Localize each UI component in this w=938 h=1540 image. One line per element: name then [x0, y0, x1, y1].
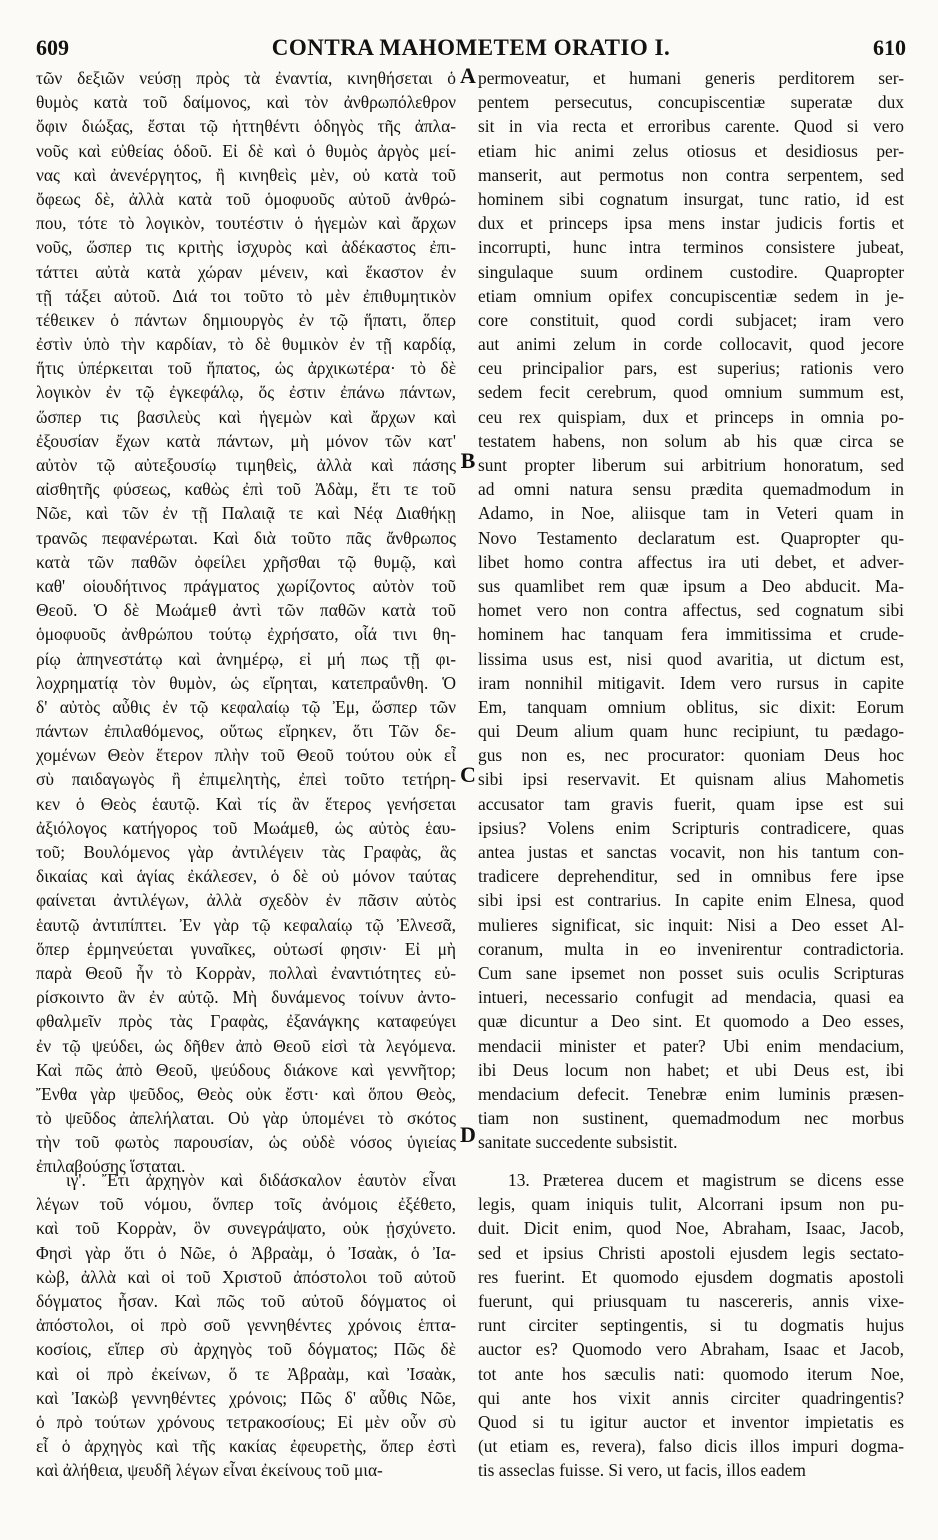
greek-text-line: ἑαυτῷ ἀντιπίπτει. Ἐν γὰρ τῷ κεφαλαίῳ τῷ Ἐλνεσᾶ, [36, 914, 456, 935]
greek-section-text-line: κοσίοις, εἴπερ σὺ ἀρχηγὸς τοῦ δόγματος; Πῶς δὲ [36, 1339, 456, 1360]
latin-section-text-line: duit. Dicit enim, quod Noe, Abraham, Isaac, Jacob, [478, 1218, 904, 1239]
greek-text-line: παρὰ Θεοῦ ἦν τὸ Κορρὰν, πολλαὶ ἐναντιότητες εὐ- [36, 962, 456, 983]
greek-text-line: ἐν τῷ ψεύδει, ὡς δῆθεν ἀπὸ Θεοῦ εἰσὶ τὰ λεγόμενα. [36, 1035, 456, 1056]
greek-text-line: Ἔνθα γὰρ ψεῦδος, Θεὸς οὐκ ἔστι· καὶ ὅπου Θεὸς, [36, 1083, 456, 1104]
greek-text-line: λογικὸν ἐν τῷ ἐγκεφάλῳ, ὅς ἐστιν ἐπάνω πάντων, [36, 382, 456, 403]
latin-text-line: aut animi zelum in corde collocavit, quod jecore [478, 334, 904, 355]
right-page-number: 610 [872, 35, 906, 60]
greek-text-line: καθ' οἱουδήτινος πράγματος χωρίζοντος αὐτὸν τοῦ [36, 575, 456, 596]
latin-text-line: Novo Testamento declaratum est. Quapropter qu- [478, 527, 904, 548]
greek-text-line: νας καὶ ἀνενέργητος, ἢ κινηθεὶς μὲν, οὐ κατὰ τοῦ [36, 164, 456, 185]
greek-text-line: τὸ ψεῦδος ἀπελήλαται. Οὐ γὰρ ὑπομένει τὸ σκότος [36, 1108, 456, 1129]
latin-column [478, 66, 904, 1154]
latin-section-text-line: fuerunt, qui priusquam tu nascereris, annis vixe- [478, 1290, 904, 1311]
latin-text-line: pentem persecutus, concupiscentiæ superatæ dux [478, 92, 904, 113]
greek-text-line: σὺ παιδαγωγὸς ἢ ἐπιμελητὴς, ἐπεὶ τοῦτο τετήρη- [36, 769, 456, 790]
latin-text-line: antea justas et sanctas vocavit, non his tantum con- [478, 842, 904, 862]
latin-section-text-line: qui ante hos vixit annis circiter quadringentis? [478, 1387, 904, 1408]
latin-text-line: mendacii minister et pater? Ubi enim mendacium, [478, 1035, 904, 1056]
latin-text-line: Adamo, in Noe, aliisque tam in Veteri quam in [478, 503, 904, 524]
latin-text-line: sanitate succedente subsistit. [478, 1132, 678, 1153]
latin-text-line: Cum sane ipsemet non posset suis oculis Scripturas [478, 962, 904, 983]
greek-text-line: τῶν δεξιῶν νεύσῃ πρὸς τὰ ἐναντία, κινηθήσεται ὁ [36, 68, 456, 88]
greek-text-line: φθαλμεῖν πρὸς τὰς Γραφὰς, ἐξανάγκης καταφεύγει [36, 1011, 456, 1032]
margin-letter-a: A [460, 63, 476, 88]
greek-text-line: Καὶ πῶς ἀπὸ Θεοῦ, ψεύδους διάκονε καὶ γεννῆτορ; [36, 1059, 456, 1080]
greek-text-line: τῇ τάξει αὐτοῦ. Διά τοι τοῦτο τὸ μὲν ἐπιθυμητικὸν [36, 285, 456, 306]
greek-text-line: ἐξουσίαν ἔχων κατὰ πάντων, μὴ μόνον τῶν κατ' [36, 430, 456, 451]
greek-text-line: ὅπερ ἑρμηνεύεται γυναῖκες, οὑτωσί φησιν· Εἰ μὴ [36, 938, 456, 959]
greek-text-line: χομένων Θεὸν ἕτερον πλὴν τοῦ Θεοῦ τούτου οὐκ εἶ [36, 745, 456, 766]
latin-text-line: ceu principalior pars, est superius; rationis vero [478, 358, 904, 379]
latin-text-line: hominem sibi cognatum insurgat, tunc ratio, id est [478, 188, 904, 209]
latin-text-line: tiam non sustinent, quemadmodum nec morbus [478, 1108, 904, 1129]
greek-text-line: θυμὸς κατὰ τοῦ δαίμονος, καὶ τὸν ἀνθρωπόλεθρον [36, 92, 456, 113]
latin-text-line: sedem fecit cerebrum, quod omnium summum est, [478, 382, 904, 403]
greek-text-line: δικαίας καὶ ἁγίας ἐκάλεσεν, ὁ δὲ οὐ μόνον ταύτας [36, 866, 456, 887]
latin-text-line: ad omni natura sensu prædita quemadmodum in [478, 479, 904, 500]
latin-section-text-line: res fuerint. Et quomodo ejusdem dogmatis apostoli [478, 1266, 904, 1287]
latin-text-line: sit in via recta et erroribus carente. Quod si vero [478, 116, 904, 137]
greek-section-text-line: ιγ'. Ἔτι ἀρχηγὸν καὶ διδάσκαλον ἑαυτὸν εἶναι [66, 1170, 456, 1190]
latin-text-line: sibi ipsi est contrarius. In capite enim Elnesa, quod [478, 890, 904, 911]
latin-text-line: sunt propter liberum sui arbitrium honoratum, sed [478, 455, 904, 475]
latin-section-text-line: auctor es? Quomodo vero Abraham, Isaac et Jacob, [478, 1339, 904, 1360]
latin-section-13 [478, 1168, 904, 1482]
latin-text-line: dux et princeps ipsa mens instar judicis fortis et [478, 213, 904, 234]
latin-text-line: ceu rex quispiam, dux et princeps in omnia po- [478, 406, 904, 427]
latin-text-line: testatem habens, non solum ab his quæ circa se [478, 430, 904, 451]
greek-section-text-line: καὶ τοῦ Κορρὰν, ὃν συνεγράψατο, οὐκ ᾐσχύνετο. [36, 1218, 456, 1239]
greek-text-line: αὐτὸν τῷ αὐτεξουσίῳ τιμηθεὶς, ἀλλὰ καὶ πάσης [36, 455, 456, 475]
greek-section-text-line: ἀπόστολοι, οἱ πρὸ σοῦ γεννηθέντες χρόνοις ἑπτα- [36, 1315, 456, 1336]
greek-text-line: τρανῶς πεφανέρωται. Καὶ διὰ τοῦτο πᾶς ἄνθρωπος [36, 527, 456, 548]
greek-text-line: που, τότε τὸ λογικὸν, τουτέστιν ὁ ἡγεμὼν καὶ ἄρχων [36, 213, 456, 234]
latin-text-line: Em, tanquam omnium oblitus, sic dixit: Eorum [478, 696, 904, 717]
latin-text-line: etiam omnium opifex concupiscentiæ sedem in je- [478, 285, 904, 306]
greek-text-line: ἐπιλαβούσης ἵσταται. [36, 1156, 186, 1177]
latin-text-line: hominem hac tanquam fera immitissima et crude- [478, 624, 904, 645]
latin-text-line: gus non es, nec procurator: quoniam Deus hoc [478, 745, 904, 766]
greek-text-line: ὄφιν διώξας, ἔσται τῷ ἡττηθέντι ὁδηγὸς τῆς ἀπλα- [36, 116, 456, 137]
latin-text-line: ibi Deus locum non habet; et ubi Deus est, ibi [478, 1059, 904, 1080]
latin-text-line: coranum, multa in eo invenirentur contradictoria. [478, 938, 904, 959]
latin-section-text-line: 13. Præterea ducem et magistrum se dicens esse [508, 1170, 904, 1190]
latin-text-line: qui Deum alium quam hunc recipiunt, tu pædago- [478, 721, 904, 742]
latin-text-line: sibi ipsi reservavit. Et quisnam alius Mahometis [478, 769, 904, 790]
running-header [36, 32, 906, 64]
greek-text-line: κατὰ τῶν παθῶν ὀφείλει χρῆσθαι τῷ θυμῷ, καὶ [36, 551, 456, 572]
greek-text-line: τοῦ; Βουλόμενος γὰρ ἀντιλέγειν τὰς Γραφὰς, ἃς [36, 842, 456, 862]
latin-section-text-line: runt circiter septingentis, si tu dogmatis hujus [478, 1315, 904, 1336]
greek-text-line: τέθεικεν ὁ πάντων δημιουργὸς ἐν τῷ ἥπατι, ὅπερ [36, 309, 456, 330]
latin-text-line: sus quamlibet rem quæ ipsum a Deo abducit. Ma- [478, 575, 904, 596]
greek-section-text-line: κὼβ, ἀλλὰ καὶ οἱ τοῦ Χριστοῦ ἀπόστολοι τοῦ αὐτοῦ [36, 1266, 456, 1287]
greek-text-line: κεν ὁ Θεὸς ἑαυτῷ. Καὶ τίς ἂν ἕτερος γενήσεται [36, 793, 456, 814]
greek-text-line: Θεοῦ. Ὁ δὲ Μωάμεθ ἀντὶ τῶν παθῶν κατὰ τοῦ [36, 600, 456, 621]
latin-text-line: permoveatur, et humani generis perditorem ser- [478, 68, 904, 88]
margin-letter-c: C [460, 762, 476, 787]
latin-section-text-line: legis, quam iniquis tulit, Alcorrani ipsum non pu- [478, 1194, 904, 1215]
latin-text-line: incorrupti, hunc intra terminos consistere jubeat, [478, 237, 904, 258]
latin-text-line: tradicere deprehenditur, sed in omnibus fere ipse [478, 866, 904, 887]
greek-section-text-line: εἶ ὁ ἀρχηγὸς καὶ τῆς κακίας ἐφευρετὴς, ὅπερ ἐστὶ [36, 1436, 456, 1457]
latin-text-line: iram nonnihil mitigavit. Idem vero rursus in capite [478, 672, 904, 693]
greek-text-line: φαίνεται ἀντιλέγων, ἀλλὰ σχεδὸν ἐν πᾶσιν αὐτὸς [36, 890, 456, 911]
greek-text-line: Νῶε, καὶ τῶν ἐν τῇ Παλαιᾷ τε καὶ Νέᾳ Διαθήκῃ [36, 503, 456, 524]
greek-text-line: νοῦς, ὥσπερ τις κριτὴς ἰσχυρὸς καὶ ἀδέκαστος ἐπι- [36, 237, 456, 258]
greek-section-text-line: καὶ οἱ πρὸ ἐκείνων, ὅ τε Ἀβραὰμ, καὶ Ἰσαὰκ, [36, 1363, 456, 1384]
greek-section-text-line: δόγματος ἦσαν. Καὶ πῶς τοῦ αὐτοῦ δόγματος οἱ [36, 1290, 456, 1311]
greek-text-line: τάττει αὐτὰ κατὰ χώραν μένειν, καὶ ἕκαστον ἐν [36, 261, 456, 282]
latin-text-line: etiam hic animi zelus otiosus et desidiosus per- [478, 140, 904, 161]
latin-section-text-line: sed et ipsius Christi apostoli ejusdem legis sectato- [478, 1242, 904, 1263]
latin-text-line: homet vero non contra affectus, sed cognatum sibi [478, 600, 904, 621]
latin-text-line: lissima usus est, nisi quod avaritia, ut dictum est, [478, 648, 904, 669]
latin-text-line: quæ dicuntur a Deo sint. Et quomodo a Deo esses, [478, 1011, 904, 1032]
latin-text-line: ipsius? Volens enim Scripturis contradicere, quas [478, 817, 904, 838]
greek-text-line: ρίῳ ἀπηνεστάτῳ καὶ ἀνημέρῳ, εἰ μή πως τῇ φι- [36, 648, 456, 669]
margin-letter-b: B [460, 448, 476, 473]
latin-section-text-line: (ut etiam es, revera), falso dicis illos impuri dogma- [478, 1436, 904, 1457]
greek-section-text-line: Φησὶ γὰρ ὅτι ὁ Νῶε, ὁ Ἀβραὰμ, ὁ Ἰσαὰκ, ὁ Ἰα- [36, 1242, 456, 1263]
greek-section-13 [36, 1168, 456, 1482]
latin-text-line: mendacium defecit. Tenebræ enim luminis præsen- [478, 1083, 904, 1104]
latin-section-text-line: Quod si tu igitur auctor et inventor impietatis es [478, 1411, 904, 1432]
latin-text-line: mulieres significat, sic inquit: Nisi a Deo esset Al- [478, 914, 904, 935]
greek-section-text-line: ὁ πρὸ τούτων χρόνους τετρακοσίους; Εἰ μὲν οὖν σὺ [36, 1411, 456, 1432]
latin-text-line: intueri, necessario confugit ad mendacia, quasi ea [478, 987, 904, 1008]
greek-text-line: ὄφεως δὲ, ἀλλὰ κατὰ τοῦ ὁμοφυοῦς αὐτοῦ ἀνθρώ- [36, 188, 456, 209]
greek-section-text-line: καὶ ἀλήθεια, ψευδῆ λέγων εἶναι ἐκείνους τοῦ μια- [36, 1460, 383, 1481]
greek-section-text-line: λέγων τοῦ νόμου, ὅνπερ τοῖς ἀνόμοις ἐξέθετο, [36, 1194, 456, 1215]
greek-text-line: λοχρηματίᾳ τὸν θυμὸν, ὡς εἴρηται, κατεπραΰνθη. Ὁ [36, 672, 456, 693]
greek-text-line: δ' αὐτὸς αὖθις ἐν τῷ κεφαλαίῳ τῷ Ἐμ, ὥσπερ τῶν [36, 696, 456, 717]
greek-text-line: τὴν τοῦ φωτὸς παρουσίαν, ὡς οὐδὲ νόσος ὑγιείας [36, 1132, 456, 1153]
greek-text-line: αἰσθητῆς φύσεως, καθὼς ἐπὶ τοῦ Ἀδὰμ, ἔτι τε τοῦ [36, 479, 456, 500]
greek-text-line: ὥσπερ τις βασιλεὺς καὶ ἡγεμὼν καὶ ἄρχων καὶ [36, 406, 456, 427]
greek-text-line: ἐστὶν ὑπὸ τὴν καρδίαν, τὸ δὲ θυμικὸν ἐν τῇ καρδίᾳ, [36, 334, 456, 355]
running-title: CONTRA MAHOMETEM ORATIO I. [271, 35, 671, 60]
greek-text-line: νοῦς καὶ εὐθείας ὁδοῦ. Εἰ δὲ καὶ ὁ θυμὸς ἀργὸς μεί- [36, 140, 456, 161]
latin-section-text-line: tis asseclas fuisse. Si vero, ut facis, illos eadem [478, 1460, 806, 1481]
margin-letter-d: D [460, 1122, 476, 1147]
greek-text-line: ἥτις ὑπέρκειται τοῦ ἥπατος, ὡς ἀρχικωτέρα· τὸ δὲ [36, 358, 456, 379]
left-page-number: 609 [36, 35, 69, 60]
latin-text-line: core constituit, quod cordi subjacet; iram vero [478, 309, 904, 330]
latin-text-line: singulaque suum ordinem custodire. Quapropter [478, 261, 904, 282]
greek-column [36, 66, 456, 1179]
greek-text-line: ρίσκοιντο ἂν ἐν αὐτῷ. Μὴ δυνάμενος τοίνυν ἀντο- [36, 987, 456, 1008]
latin-text-line: manserit, aut permotus non contra serpentem, sed [478, 164, 904, 185]
greek-text-line: ὁμοφυοῦς ἀνθρώπου τούτῳ ἐχρήσατο, οἷά τινι θη- [36, 624, 456, 645]
latin-section-text-line: tot ante hos sæculis nati: quomodo iterum Noe, [478, 1363, 904, 1384]
greek-text-line: πάντων ἐπιλαθόμενος, οὕτως εἴρηκεν, ὅτι Τῶν δε- [36, 721, 456, 742]
greek-section-text-line: καὶ Ἰακὼβ γεννηθέντες χρόνοις; Πῶς δ' αὖθις Νῶε, [36, 1387, 456, 1408]
latin-text-line: libet homo contra affectus ira uti debet, et adver- [478, 551, 904, 572]
latin-text-line: accusator tam gravis fuerit, quam ipse est sui [478, 793, 904, 814]
greek-text-line: ἀξιόλογος κατήγορος τοῦ Μωάμεθ, ὡς αὐτὸς ἑαυ- [36, 817, 456, 838]
